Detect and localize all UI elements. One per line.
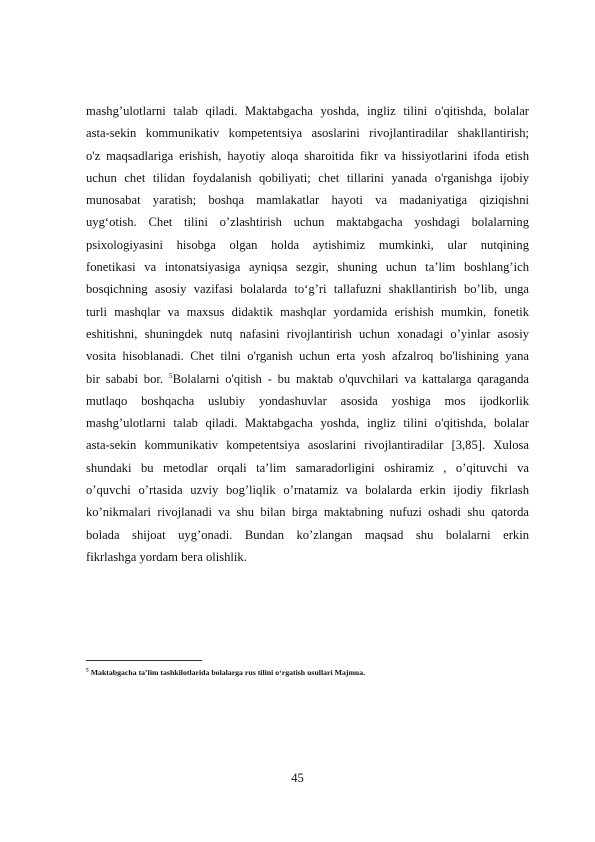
- footnote-number: 5: [86, 667, 89, 674]
- text-line: fonetikasi va intonatsiyasiga ayniqsa sezgir, shuning uchun ta’lim boshlang’ich: [86, 260, 529, 275]
- text-line-last: fikrlashga yordam bera olishlik.: [86, 549, 247, 564]
- footnote: [86, 668, 365, 677]
- text-fragment: Bolalarni o'qitish - bu maktab o'quvchilari va kattalarga qaraganda: [172, 371, 529, 386]
- text-line: o'z maqsadlariga erishish, hayotiy aloqa sharoitida fikr va hissiyotlarini ifoda etish: [86, 148, 529, 163]
- text-line: shundaki bu metodlar orqali ta’lim samaradorligini oshiramiz , o’qituvchi va: [86, 460, 529, 475]
- text-line: mashg’ulotlarni talab qiladi. Maktabgacha yoshda, ingliz tilini o'qitishda, bolalar: [86, 104, 529, 118]
- text-line: mutlaqo boshqacha uslubiy yondashuvlar asosida yoshiga mos ijodkorlik: [86, 393, 529, 408]
- text-line: munosabat yaratish; boshqa mamlakatlar hayoti va madaniyatiga qiziqishni: [86, 193, 529, 208]
- text-line: eshitishni, shuningdek nutq nafasini rivojlantirish uchun xonadagi o’yinlar asosiy: [86, 326, 529, 341]
- text-line: asta-sekin kommunikativ kompetentsiya asoslarini rivojlantiradilar [3,85]. Xulosa: [86, 438, 529, 453]
- text-line: vosita hisoblanadi. Chet tilni o'rganish uchun erta yosh afzalroq bo'lishining yana: [86, 349, 529, 364]
- body-paragraph: [86, 100, 529, 568]
- text-line: uchun chet tilidan foydalanish qobiliyati; chet tillarini yanada o'rganishga ijobiy: [86, 170, 529, 185]
- text-line: bosqichning asosiy vazifasi bolalarda to‘g’ri tallafuzni shakllantirish bo’lib, unga: [86, 282, 529, 297]
- text-line: psixologiyasini hisobga olgan holda aytishimiz mumkinki, ular nutqining: [86, 237, 529, 252]
- text-line-with-footnote-ref: [86, 368, 529, 390]
- text-line: mashg’ulotlarni talab qiladi. Maktabgacha yoshda, ingliz tilini o'qitishda, bolalar: [86, 416, 529, 431]
- footnote-reference[interactable]: 5: [168, 370, 173, 380]
- text-line: uyg‘otish. Chet tilini o’zlashtirish uchun maktabgacha yoshdagi bolalarning: [86, 215, 529, 230]
- text-line: ko’nikmalari rivojlanadi va shu bilan birga maktabning nufuzi oshadi shu qatorda: [86, 505, 529, 520]
- text-line: bolada shijoat uyg’onadi. Bundan ko’zlangan maqsad shu bolalarni erkin: [86, 527, 529, 542]
- footnote-separator: [86, 660, 202, 661]
- footnote-text: Maktabgacha ta’lim tashkilotlarida bolalarga rus tilini o‘rgatish usullari Majmua.: [88, 668, 366, 677]
- page-number: 45: [291, 771, 304, 785]
- text-line: turli mashqlar va maxsus didaktik mashqlar yordamida erishish mumkin, fonetik: [86, 304, 529, 319]
- text-fragment: bir sababi bor.: [86, 371, 169, 386]
- text-line: asta-sekin kommunikativ kompetentsiya asoslarini rivojlantiradilar shakllantirish;: [86, 126, 529, 141]
- text-line: o’quvchi o’rtasida uzviy bog’liqlik o’rnatamiz va bolalarda erkin ijodiy fikrlash: [86, 483, 529, 498]
